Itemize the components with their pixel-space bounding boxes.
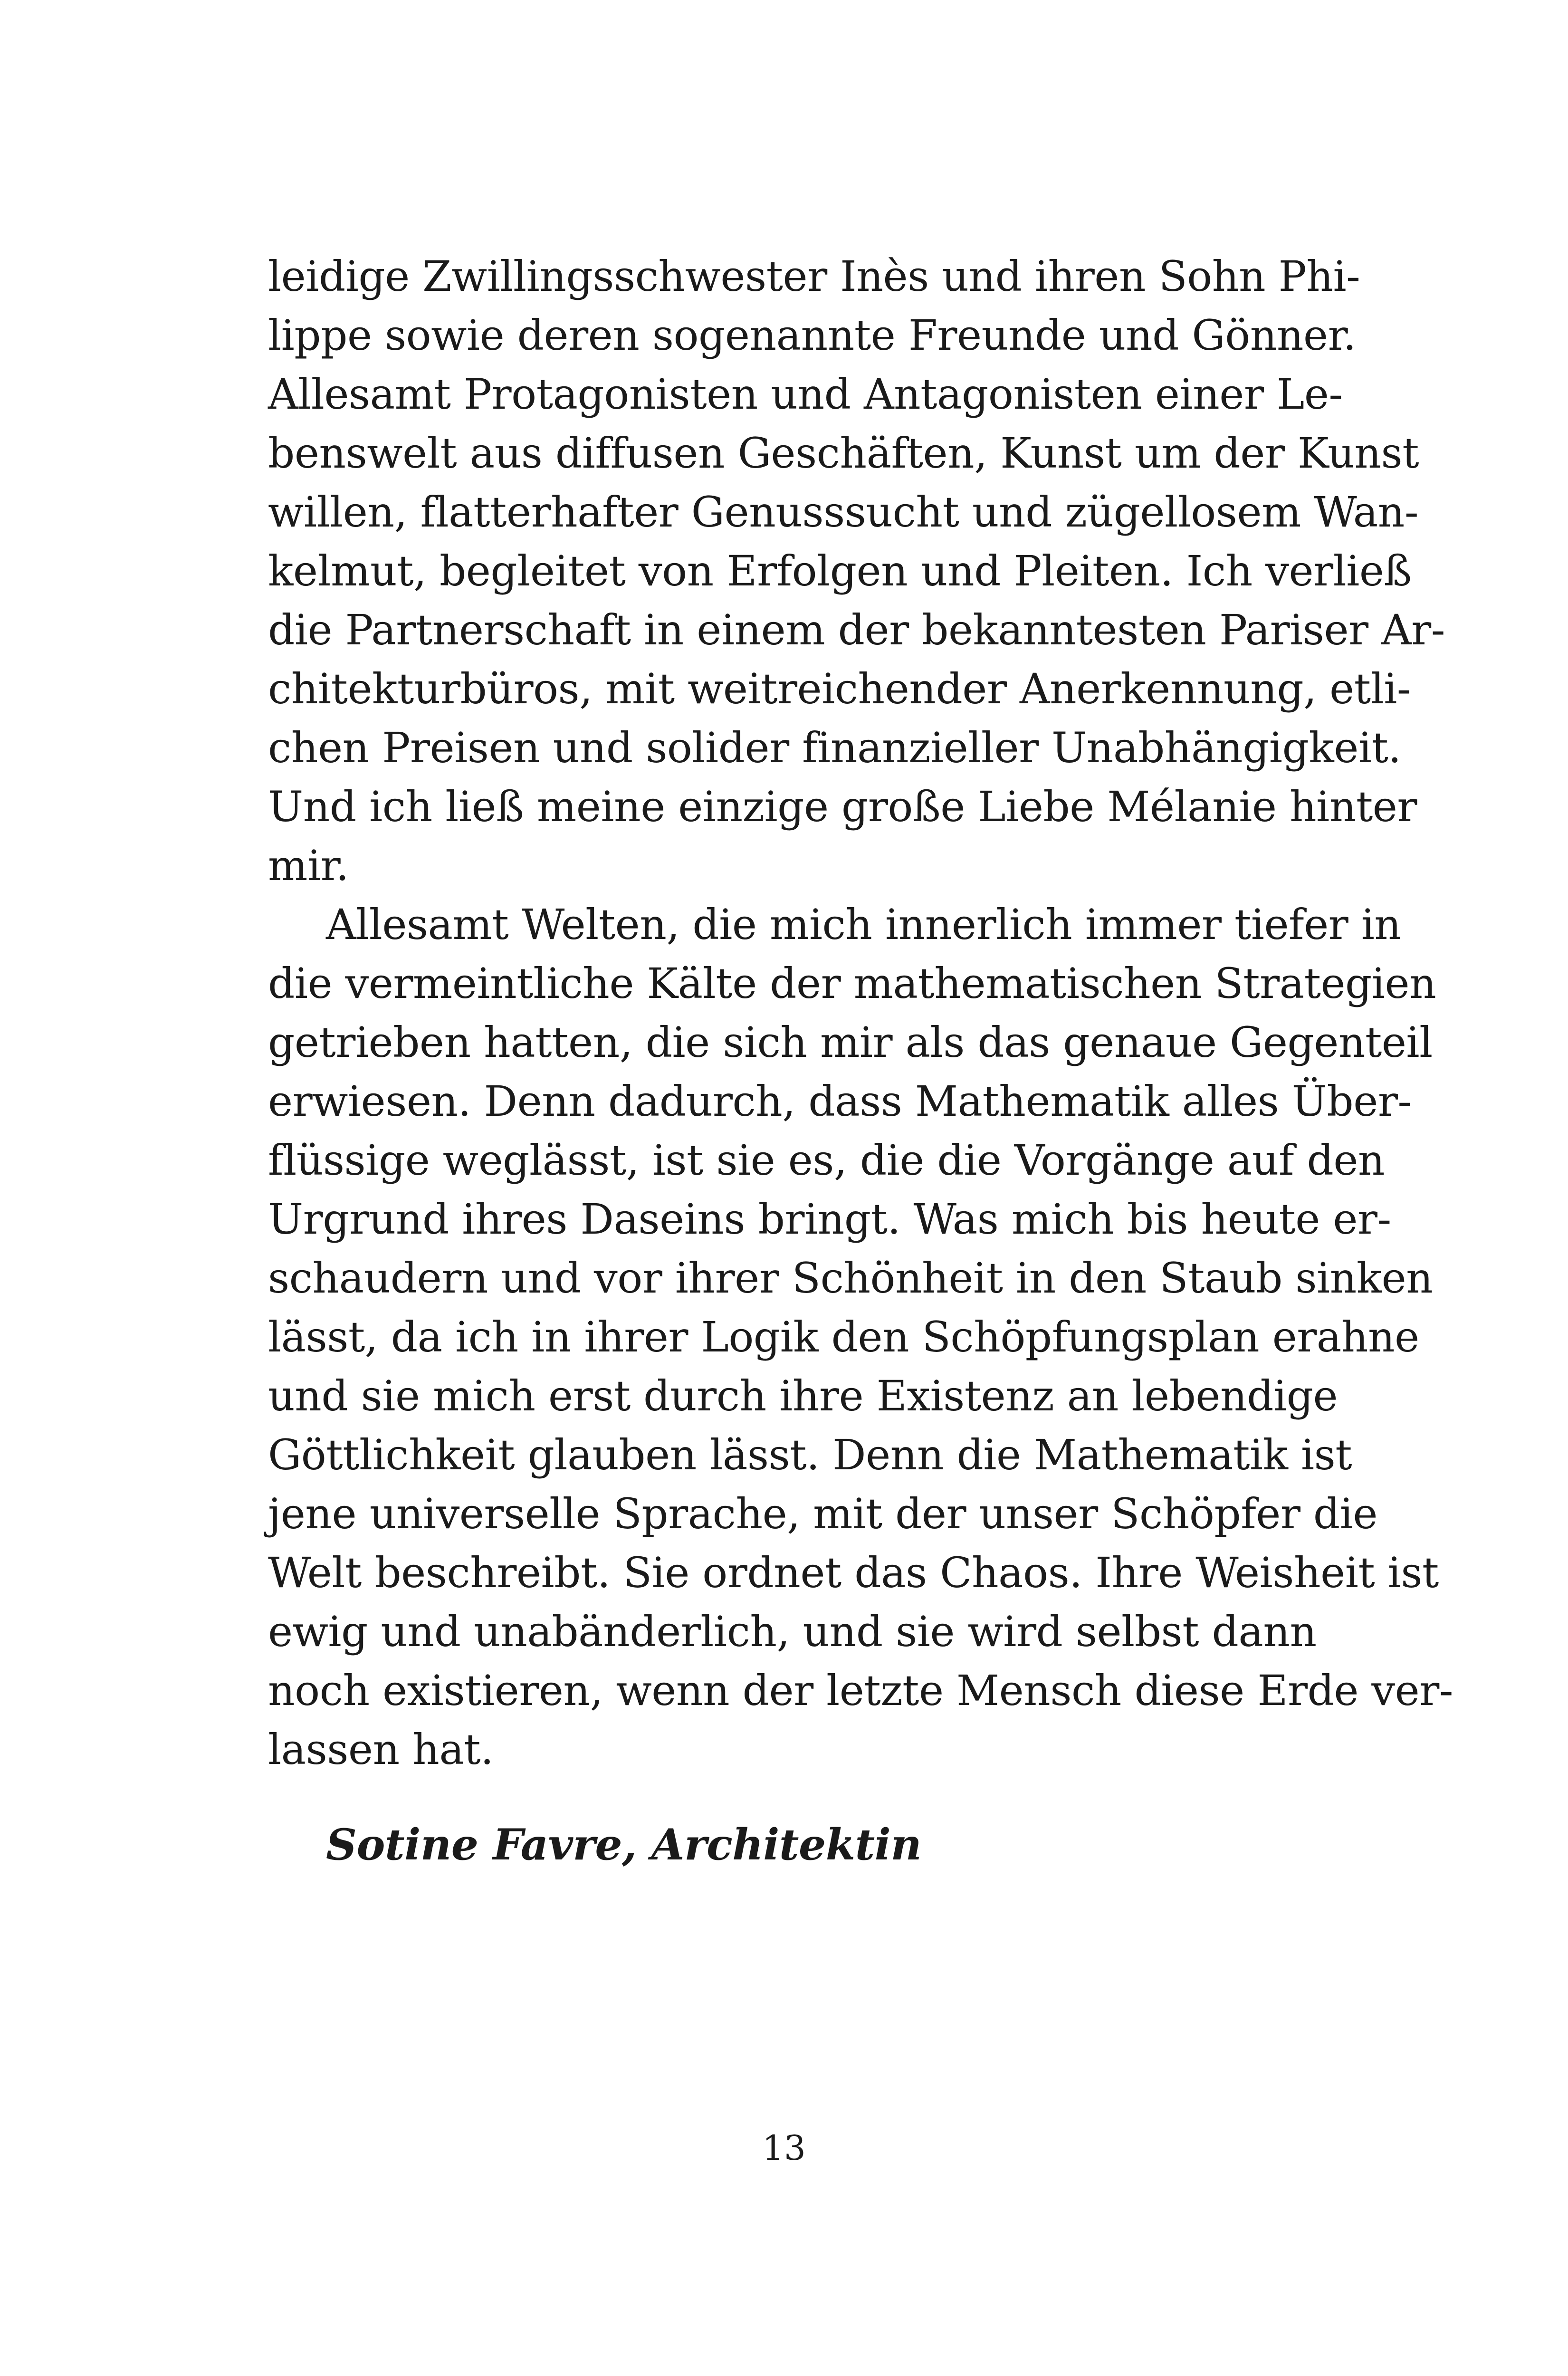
text-line: Welt beschreibt. Sie ordnet das Chaos. Ihre Weisheit ist xyxy=(268,1548,1439,1597)
text-line: lässt, da ich in ihrer Logik den Schöpfungsplan erahne xyxy=(268,1313,1419,1361)
text-line: die Partnerschaft in einem der bekanntesten Pariser Ar- xyxy=(268,605,1445,654)
text-line: mir. xyxy=(268,841,349,890)
text-line: ewig und unabänderlich, und sie wird selbst dann xyxy=(268,1607,1317,1656)
text-line: und sie mich erst durch ihre Existenz an lebendige xyxy=(268,1371,1338,1420)
text-line: erwiesen. Denn dadurch, dass Mathematik alles Über- xyxy=(268,1077,1412,1126)
text-line: Urgrund ihres Daseins bringt. Was mich bis heute er- xyxy=(268,1195,1391,1244)
text-line: schaudern und vor ihrer Schönheit in den Staub sinken xyxy=(268,1254,1433,1303)
text-line: Und ich ließ meine einzige große Liebe Mélanie hinter xyxy=(268,782,1417,831)
text-line: jene universelle Sprache, mit der unser Schöpfer die xyxy=(268,1489,1377,1538)
text-line: lippe sowie deren sogenannte Freunde und Gönner. xyxy=(268,311,1356,360)
text-line: die vermeintliche Kälte der mathematischen Strategien xyxy=(268,959,1436,1008)
text-line: Göttlichkeit glauben lässt. Denn die Mathematik ist xyxy=(268,1430,1352,1479)
text-line: benswelt aus diffusen Geschäften, Kunst um der Kunst xyxy=(268,429,1419,478)
text-line: lassen hat. xyxy=(268,1725,494,1774)
text-line: chen Preisen und solider finanzieller Unabhängigkeit. xyxy=(268,723,1401,772)
text-line: noch existieren, wenn der letzte Mensch diese Erde ver- xyxy=(268,1666,1453,1715)
author-signature: Sotine Favre, Architektin xyxy=(326,1820,922,1870)
page-number: 13 xyxy=(762,2128,806,2168)
text-line: Allesamt Welten, die mich innerlich immer tiefer in xyxy=(326,900,1401,949)
text-line: kelmut, begleitet von Erfolgen und Pleiten. Ich verließ xyxy=(268,546,1412,595)
text-line: flüssige weglässt, ist sie es, die die Vorgänge auf den xyxy=(268,1136,1385,1185)
body-text xyxy=(268,247,1453,1779)
text-line: willen, flatterhafter Genusssucht und zügellosem Wan- xyxy=(268,488,1419,537)
text-line: Allesamt Protagonisten und Antagonisten einer Le- xyxy=(268,370,1343,419)
text-line: getrieben hatten, die sich mir als das genaue Gegenteil xyxy=(268,1018,1433,1067)
text-line: chitekturbüros, mit weitreichender Anerkennung, etli- xyxy=(268,664,1411,713)
text-line: leidige Zwillingsschwester Inès und ihren Sohn Phi- xyxy=(268,252,1360,301)
